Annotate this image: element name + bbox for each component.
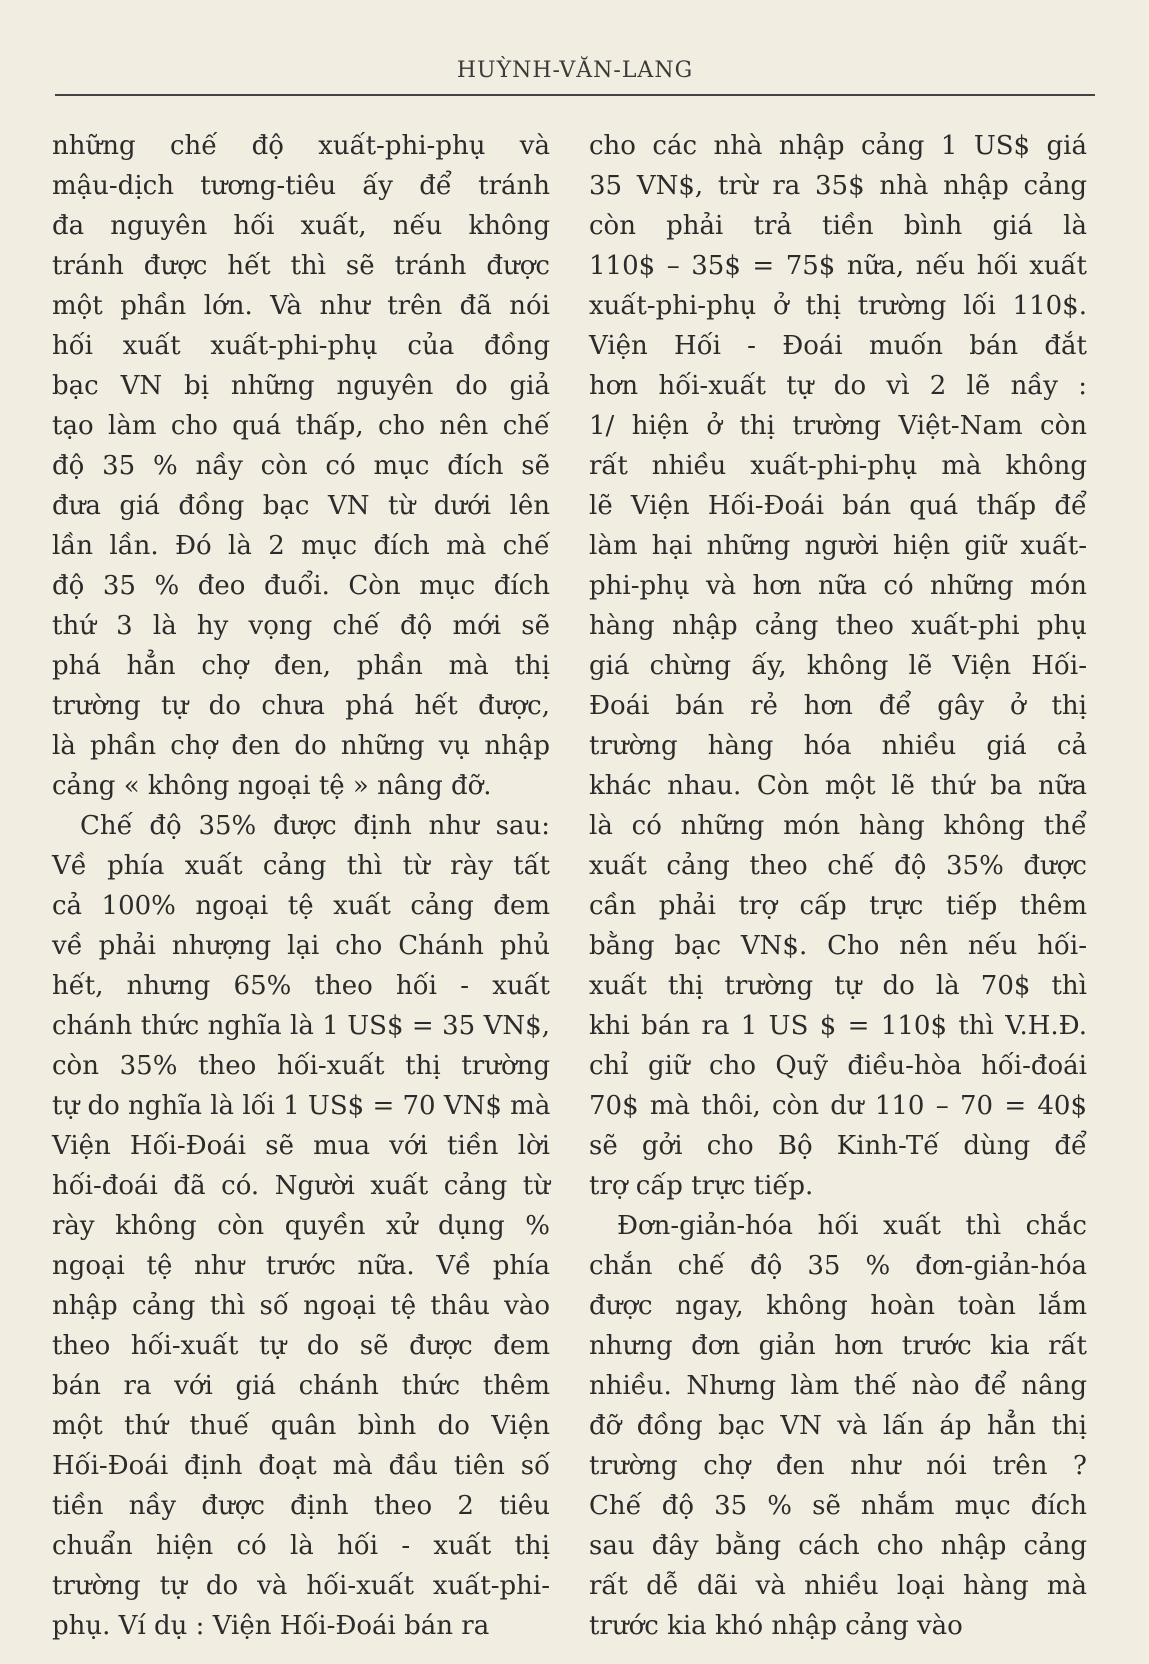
text-line: xuất-phi-phụ ở thị trường lối 110$. bbox=[589, 291, 1087, 321]
text-line: theo hối-xuất tự do sẽ được đem bbox=[52, 1331, 550, 1361]
text-line: phá hẳn chợ đen, phần mà thị bbox=[52, 651, 550, 681]
text-line: tự do nghĩa là lối 1 US$ = 70 VN$ mà bbox=[52, 1091, 551, 1121]
text-line: một phần lớn. Và như trên đã nói bbox=[52, 291, 550, 321]
text-line: cả 100% ngoại tệ xuất cảng đem bbox=[52, 891, 550, 921]
text-line: chánh thức nghĩa là 1 US$ = 35 VN$, bbox=[52, 1011, 550, 1041]
text-line: làm hại những người hiện giữ xuất- bbox=[589, 531, 1087, 561]
text-line: Viện Hối - Đoái muốn bán đắt bbox=[589, 331, 1087, 361]
text-line: là có những món hàng không thể bbox=[589, 811, 1087, 841]
text-line: Chế độ 35 % sẽ nhắm mục đích bbox=[589, 1491, 1087, 1521]
text-line: đa nguyên hối xuất, nếu không bbox=[52, 211, 550, 241]
text-line: trước kia khó nhập cảng vào bbox=[589, 1611, 963, 1641]
text-line: sau đây bằng cách cho nhập cảng bbox=[589, 1531, 1087, 1561]
text-line: còn phải trả tiền bình giá là bbox=[589, 211, 1087, 241]
text-line: hối xuất xuất-phi-phụ của đồng bbox=[52, 331, 550, 361]
text-line: rất nhiều xuất-phi-phụ mà không bbox=[589, 451, 1087, 481]
text-line: thứ 3 là hy vọng chế độ mới sẽ bbox=[52, 611, 550, 641]
text-line: độ 35 % nầy còn có mục đích sẽ bbox=[52, 451, 550, 481]
text-line: rày không còn quyền xử dụng % bbox=[52, 1211, 550, 1241]
text-line: chắn chế độ 35 % đơn-giản-hóa bbox=[589, 1251, 1087, 1281]
text-line: tránh được hết thì sẽ tránh được bbox=[52, 251, 550, 281]
text-line: sẽ gởi cho Bộ Kinh-Tế dùng để bbox=[589, 1131, 1087, 1161]
text-line: độ 35 % đeo đuổi. Còn mục đích bbox=[52, 571, 550, 601]
text-line: 110$ – 35$ = 75$ nữa, nếu hối xuất bbox=[589, 251, 1087, 281]
text-line: Hối-Đoái định đoạt mà đầu tiên số bbox=[52, 1451, 550, 1481]
page-header bbox=[55, 52, 1095, 96]
running-head: HUỲNH-VĂN-LANG bbox=[456, 58, 694, 83]
text-line: Chế độ 35% được định như sau: bbox=[80, 811, 550, 841]
text-line: Viện Hối-Đoái sẽ mua với tiền lời bbox=[52, 1131, 550, 1161]
text-line: về phải nhượng lại cho Chánh phủ bbox=[52, 931, 550, 961]
text-line: lẽ Viện Hối-Đoái bán quá thấp để bbox=[589, 491, 1087, 521]
text-line: hơn hối-xuất tự do vì 2 lẽ nầy : bbox=[589, 371, 1087, 401]
text-line: trường tự do chưa phá hết được, bbox=[52, 691, 550, 721]
text-line: tiền nầy được định theo 2 tiêu bbox=[52, 1491, 550, 1521]
text-line: Đơn-giản-hóa hối xuất thì chắc bbox=[617, 1211, 1087, 1241]
text-line: xuất thị trường tự do là 70$ thì bbox=[589, 971, 1087, 1001]
text-line: được ngay, không hoàn toàn lắm bbox=[589, 1291, 1087, 1321]
text-line: những chế độ xuất-phi-phụ và bbox=[52, 131, 550, 161]
text-line: Đoái bán rẻ hơn để gây ở thị bbox=[589, 691, 1087, 721]
text-line: chuẩn hiện có là hối - xuất thị bbox=[52, 1531, 550, 1561]
text-line: phi-phụ và hơn nữa có những món bbox=[589, 571, 1087, 601]
text-line: hàng nhập cảng theo xuất-phi phụ bbox=[589, 611, 1087, 641]
text-line: nhập cảng thì số ngoại tệ thâu vào bbox=[52, 1291, 550, 1321]
text-line: tạo làm cho quá thấp, cho nên chế bbox=[52, 411, 550, 441]
text-line: trợ cấp trực tiếp. bbox=[589, 1171, 814, 1201]
text-line: trường tự do và hối-xuất xuất-phi- bbox=[52, 1571, 550, 1601]
text-line: bạc VN bị những nguyên do giả bbox=[52, 371, 550, 401]
text-line: 35 VN$, trừ ra 35$ nhà nhập cảng bbox=[589, 171, 1087, 201]
text-line: trường chợ đen như nói trên ? bbox=[589, 1451, 1087, 1481]
text-line: một thứ thuế quân bình do Viện bbox=[52, 1411, 550, 1441]
text-line: nhưng đơn giản hơn trước kia rất bbox=[589, 1331, 1087, 1361]
text-line: cảng « không ngoại tệ » nâng đỡ. bbox=[52, 771, 492, 801]
header-rule bbox=[55, 94, 1095, 96]
text-line: mậu-dịch tương-tiêu ấy để tránh bbox=[52, 171, 550, 201]
text-line: ngoại tệ như trước nữa. Về phía bbox=[52, 1251, 550, 1281]
text-line: lần lần. Đó là 2 mục đích mà chế bbox=[52, 531, 550, 561]
text-line: bán ra với giá chánh thức thêm bbox=[52, 1371, 550, 1401]
text-line: hết, nhưng 65% theo hối - xuất bbox=[52, 971, 550, 1001]
text-line: 1/ hiện ở thị trường Việt-Nam còn bbox=[589, 411, 1087, 441]
text-line: 70$ mà thôi, còn dư 110 – 70 = 40$ bbox=[589, 1091, 1087, 1121]
text-line: cần phải trợ cấp trực tiếp thêm bbox=[589, 891, 1087, 921]
text-line: chỉ giữ cho Quỹ điều-hòa hối-đoái bbox=[589, 1051, 1087, 1081]
text-line: cho các nhà nhập cảng 1 US$ giá bbox=[589, 131, 1087, 161]
text-line: Về phía xuất cảng thì từ rày tất bbox=[52, 851, 550, 881]
text-line: đỡ đồng bạc VN và lấn áp hẳn thị bbox=[589, 1411, 1087, 1441]
text-line: khác nhau. Còn một lẽ thứ ba nữa bbox=[589, 771, 1087, 801]
text-line: là phần chợ đen do những vụ nhập bbox=[52, 731, 550, 761]
text-line: phụ. Ví dụ : Viện Hối-Đoái bán ra bbox=[52, 1611, 490, 1641]
text-line: rất dễ dãi và nhiều loại hàng mà bbox=[589, 1571, 1087, 1601]
text-line: khi bán ra 1 US $ = 110$ thì V.H.Đ. bbox=[589, 1011, 1087, 1041]
text-line: xuất cảng theo chế độ 35% được bbox=[589, 851, 1087, 881]
text-line: hối-đoái đã có. Người xuất cảng từ bbox=[52, 1171, 550, 1201]
text-line: giá chừng ấy, không lẽ Viện Hối- bbox=[589, 651, 1087, 681]
text-line: trường hàng hóa nhiều giá cả bbox=[589, 731, 1087, 761]
text-line: đưa giá đồng bạc VN từ dưới lên bbox=[52, 491, 550, 521]
text-line: còn 35% theo hối-xuất thị trường bbox=[52, 1051, 550, 1081]
text-line: bằng bạc VN$. Cho nên nếu hối- bbox=[589, 931, 1087, 961]
left-text-column bbox=[52, 126, 550, 1646]
text-line: nhiều. Nhưng làm thế nào để nâng bbox=[589, 1371, 1087, 1401]
right-text-column bbox=[589, 126, 1087, 1646]
